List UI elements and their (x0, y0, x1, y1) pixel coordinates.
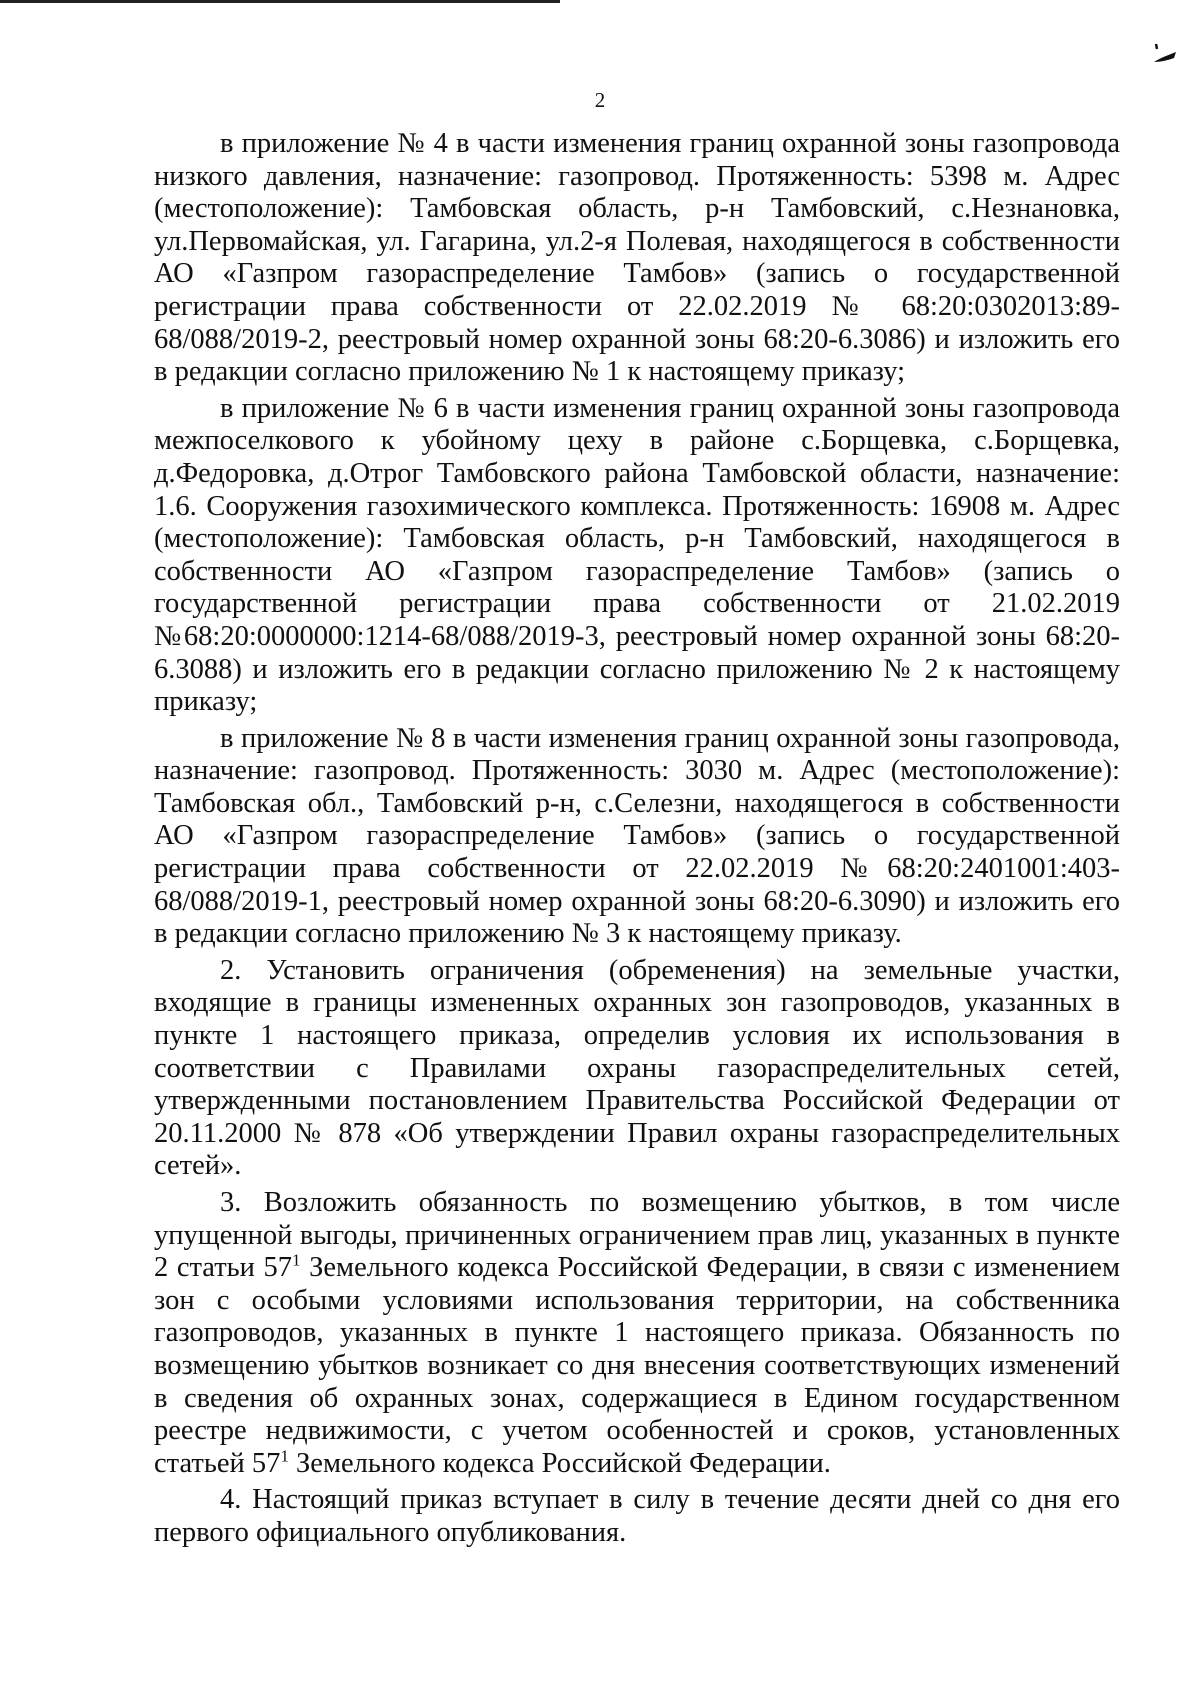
scan-top-rule (0, 0, 560, 3)
paragraph-appendix-6: в приложение № 6 в части изменения границ охранной зоны газопровода межпоселкового к убойному цеху в районе с.Борщевка, с.Борщевка, д.Федоровка, д.Отрог Тамбовского района Тамбовской области, назначение: 1.6. Сооружения газохимического комплекса. Протяженность: 16908 м. Адрес (местоположение): Тамбовская область, р-н Тамбовский, находящегося в собственности АО «Газпром газораспределение Тамбов» (запись о государственной регистрации права собственности от 21.02.2019 №68:20:0000000:1214-68/088/2019-3, реестровый номер охранной зоны 68:20-6.3088) и изложить его в редакции согласно приложению № 2 к настоящему приказу; (154, 392, 1120, 718)
scan-artifact-mark (1150, 40, 1180, 70)
superscript-2: 1 (280, 1446, 289, 1466)
paragraph-item-3-part1: 3. Возложить обязанность по возмещению убытков, в том числе упущенной выгоды, причиненных ограничением прав лиц, указанных в пункте 2 статьи 57 (154, 1187, 1120, 1284)
paragraph-appendix-8: в приложение № 8 в части изменения границ охранной зоны газопровода, назначение: газопровод. Протяженность: 3030 м. Адрес (местоположение): Тамбовская обл., Тамбовский р-н, с.Селезни, находящегося в собственности АО «Газпром газораспределение Тамбов» (запись о государственной регистрации права собственности от 22.02.2019 №68:20:2401001:403-68/088/2019-1, реестровый номер охранной зоны 68:20-6.3090) и изложить его в редакции согласно приложению № 3 к настоящему приказу. (154, 722, 1120, 950)
paragraph-item-4: 4. Настоящий приказ вступает в силу в течение десяти дней со дня его первого официального опубликования. (154, 1484, 1120, 1548)
document-body (154, 128, 1120, 1554)
superscript-1: 1 (291, 1250, 301, 1270)
paragraph-item-3-part3: Земельного кодекса Российской Федерации. (288, 1447, 831, 1479)
paragraph-item-2: 2. Установить ограничения (обременения) на земельные участки, входящие в границы измененных охранных зон газопроводов, указанных в пункте 1 настоящего приказа, определив условия их использования в соответствии с Правилами охраны газораспределительных сетей, утвержденными постановлением Правительства Российской Федерации от 20.11.2000 № 878 «Об утверждении Правил охраны газораспределительных сетей». (154, 954, 1120, 1182)
paragraph-appendix-4: в приложение № 4 в части изменения границ охранной зоны газопровода низкого давления, назначение: газопровод. Протяженность: 5398 м. Адрес (местоположение): Тамбовская область, р-н Тамбовский, с.Незнановка, ул.Первомайская, ул. Гагарина, ул.2-я Полевая, находящегося в собственности АО «Газпром газораспределение Тамбов» (запись о государственной регистрации права собственности от 22.02.2019 № 68:20:0302013:89-68/088/2019-2, реестровый номер охранной зоны 68:20-6.3086) и изложить его в редакции согласно приложению № 1 к настоящему приказу; (154, 128, 1120, 388)
paragraph-item-3 (154, 1187, 1120, 1480)
paragraph-item-3-part2: Земельного кодекса Российской Федерации, в связи с изменением зон с особыми условиями использования территории, на собственника газопроводов, указанных в пункте 1 настоящего приказа. Обязанность по возмещению убытков возникает со дня внесения соответствующих изменений в сведения об охранных зонах, содержащиеся в Едином государственном реестре недвижимости, с учетом особенностей и сроков, установленных статьей 57 (154, 1252, 1120, 1479)
page-number: 2 (594, 88, 606, 112)
